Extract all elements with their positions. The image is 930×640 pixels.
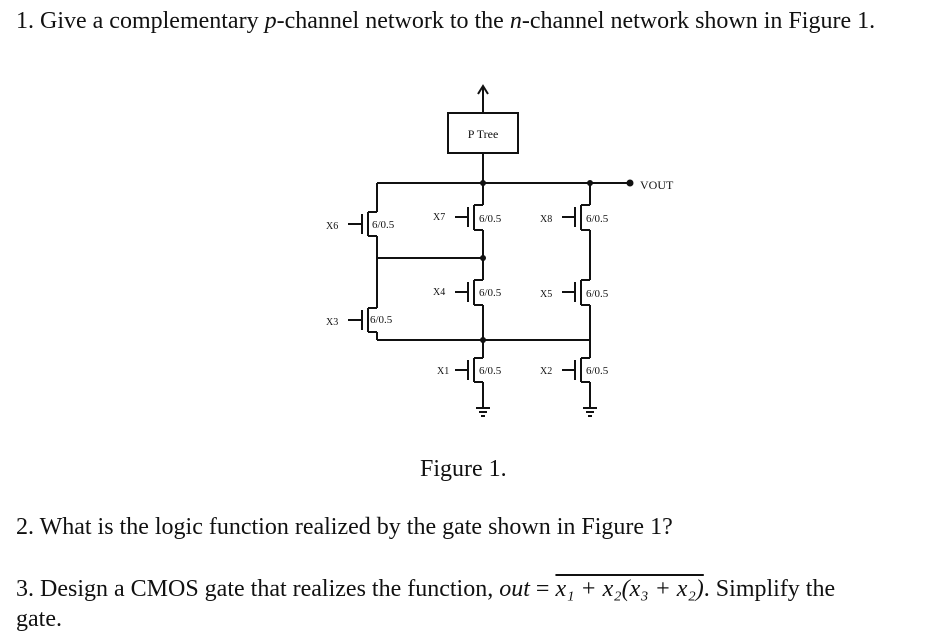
gate-label: X1	[437, 366, 450, 377]
vout-label: VOUT	[640, 178, 674, 192]
gate-label: X4	[433, 287, 446, 298]
q1-text-post: -channel network shown in Figure 1.	[521, 8, 876, 34]
gate-label: X3	[326, 317, 339, 328]
size-label: 6/0.5	[586, 213, 609, 225]
q1-p: p	[264, 8, 277, 34]
gate-label: X7	[433, 212, 446, 223]
size-label: 6/0.5	[479, 365, 502, 377]
size-label: 6/0.5	[370, 314, 393, 326]
size-label: 6/0.5	[586, 365, 609, 377]
size-label: 6/0.5	[586, 288, 609, 300]
gate-label: X6	[326, 221, 339, 232]
q1-number: 1.	[16, 8, 34, 34]
gate-label: X8	[540, 214, 553, 225]
q3-lhs: out	[499, 576, 530, 602]
q1-text-mid: -channel network to the	[276, 8, 510, 34]
q3-eq: =	[529, 576, 556, 602]
ptree-label: P Tree	[467, 127, 499, 141]
gate-label: X5	[540, 289, 553, 300]
figure-caption: Figure 1.	[420, 456, 507, 482]
size-label: 6/0.5	[479, 213, 502, 225]
q3-text-pre: 3. Design a CMOS gate that realizes the function,	[16, 576, 500, 602]
question-3-continued: gate.	[16, 606, 62, 632]
size-label: 6/0.5	[372, 219, 395, 231]
q1-text-pre: Give a complementary	[40, 8, 265, 34]
q3-rhs: x₁ + x₂(x₃ + x₂)	[555, 576, 704, 602]
question-3	[16, 574, 835, 604]
size-label: 6/0.5	[479, 287, 502, 299]
q1-n: n	[509, 8, 522, 34]
question-2: 2. What is the logic function realized by the gate shown in Figure 1?	[16, 514, 673, 540]
q3-text-post: . Simplify the	[703, 576, 836, 602]
gate-label: X2	[540, 366, 553, 377]
